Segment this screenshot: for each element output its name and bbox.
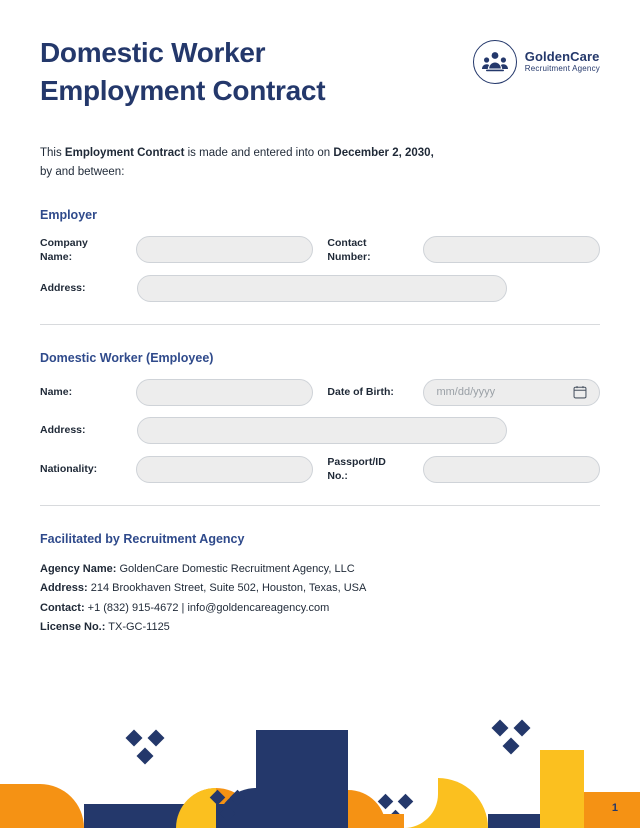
- input-employee-address[interactable]: [137, 417, 507, 444]
- intro-bold-date: December 2, 2030,: [333, 146, 434, 159]
- agency-license-value: TX-GC-1125: [105, 620, 170, 633]
- intro-bold-contract: Employment Contract: [64, 146, 185, 159]
- agency-address-label: Address:: [40, 582, 88, 595]
- employee-row-3: [40, 455, 600, 483]
- input-passport-id[interactable]: [423, 456, 600, 483]
- agency-license-label: License No.:: [40, 620, 106, 633]
- input-contact-number[interactable]: [423, 236, 600, 263]
- page-number: 1: [611, 802, 618, 814]
- logo-tagline: Recruitment Agency: [524, 63, 600, 73]
- label-nationality: Nationality:: [40, 462, 98, 475]
- input-employer-address[interactable]: [137, 275, 507, 302]
- people-group-icon: [482, 50, 508, 74]
- divider-employer: [40, 324, 600, 325]
- section-title-agency: Facilitated by Recruitment Agency: [40, 532, 245, 547]
- section-title-employer: Employer: [40, 207, 97, 222]
- section-title-employee: Domestic Worker (Employee): [40, 350, 214, 365]
- label-passport-id: Passport/ID No.:: [327, 455, 386, 483]
- agency-details: [40, 560, 600, 637]
- label-employer-address: Address:: [40, 282, 86, 295]
- input-nationality[interactable]: [136, 456, 313, 483]
- brand-logo: [473, 40, 600, 84]
- employer-row-1: [40, 236, 600, 264]
- label-company-name: Company Name:: [40, 236, 88, 263]
- agency-name-label: Agency Name:: [40, 563, 117, 576]
- logo-name: GoldenCare: [524, 48, 600, 64]
- page-title: [40, 34, 325, 110]
- divider-employee: [40, 505, 600, 506]
- input-company-name[interactable]: [136, 236, 313, 263]
- date-of-birth-placeholder: mm/dd/yyyy: [436, 386, 496, 399]
- agency-contact-value: +1 (832) 915-4672 | info@goldencareagency.com: [84, 601, 330, 614]
- calendar-icon[interactable]: [573, 385, 587, 399]
- intro-part-3: by and between:: [40, 165, 125, 178]
- agency-row: [40, 599, 600, 618]
- intro-part-2: is made and entered into on: [184, 146, 334, 159]
- intro-paragraph: [40, 144, 560, 182]
- agency-row: [40, 560, 600, 579]
- title-line-2: Employment Contract: [40, 74, 326, 106]
- input-date-of-birth[interactable]: [423, 379, 600, 406]
- employee-row-2: [40, 417, 600, 444]
- agency-row: [40, 618, 600, 637]
- label-employee-address: Address:: [40, 424, 86, 437]
- label-employee-name: Name:: [40, 386, 73, 399]
- agency-name-value: GoldenCare Domestic Recruitment Agency, LLC: [116, 563, 355, 576]
- input-employee-name[interactable]: [136, 379, 313, 406]
- agency-contact-label: Contact:: [40, 601, 85, 614]
- title-line-1: Domestic Worker: [40, 37, 266, 68]
- logo-mark-circle: [473, 40, 517, 84]
- employee-row-1: [40, 379, 600, 406]
- decorative-footer-art: [0, 708, 640, 828]
- document-header: [40, 34, 600, 110]
- intro-part-1: This: [40, 146, 65, 159]
- employer-row-2: [40, 275, 600, 302]
- label-contact-number: Contact Number:: [327, 236, 371, 263]
- label-date-of-birth: Date of Birth:: [327, 386, 394, 399]
- agency-address-value: 214 Brookhaven Street, Suite 502, Houston, Texas, USA: [87, 582, 367, 595]
- agency-row: [40, 579, 600, 598]
